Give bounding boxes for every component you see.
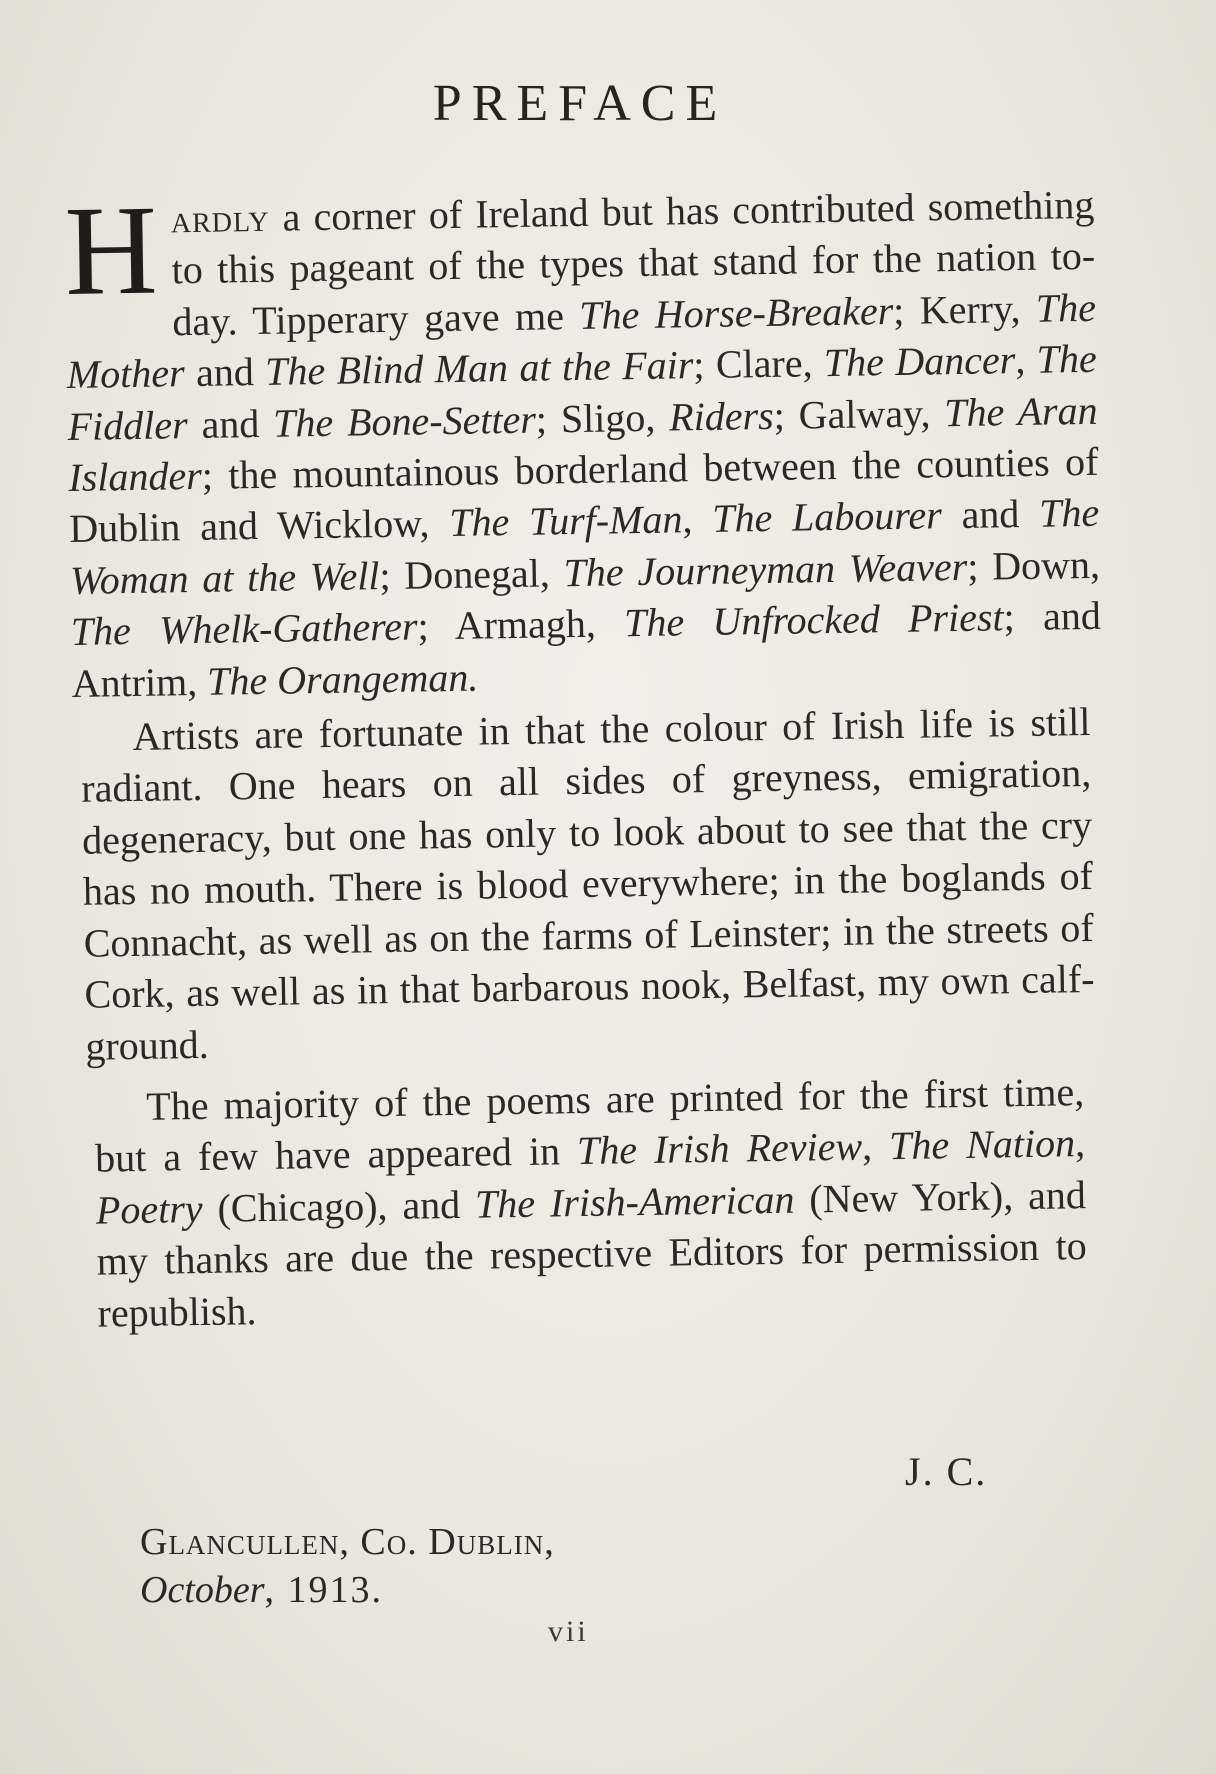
text-run: ,	[1014, 336, 1038, 383]
text-run: and	[184, 349, 266, 396]
poem-title: The Aran Islander	[68, 387, 1098, 500]
text-run: ,	[1074, 1120, 1086, 1166]
date-line	[140, 1568, 383, 1612]
author-initials: J. C.	[905, 1449, 988, 1494]
page-number: vii	[548, 1615, 589, 1648]
text-run: ; Down,	[966, 541, 1101, 589]
text-run: ,	[682, 496, 713, 542]
publication-title: The Irish Review	[576, 1123, 863, 1174]
text-run: ; Armagh,	[417, 600, 625, 649]
poem-title: The Orangeman.	[206, 654, 479, 704]
text-run: (New York), and my thanks are due the respective Editors for permission to republish.	[96, 1171, 1087, 1336]
poem-title: The Bone-Setter	[272, 396, 537, 446]
text-run: ; Donegal,	[379, 550, 564, 598]
poem-title: The Blind Man at the Fair	[264, 342, 694, 395]
poem-title: The Mother	[66, 284, 1097, 398]
text-run: a corner of Ireland but has contributed something to this pageant of the types that stand for the nation to-day. Tipperary gave me	[171, 181, 1096, 345]
poem-title: The Unfrocked Priest	[623, 594, 1004, 646]
place-name: Glancullen, Co. Dublin,	[140, 1521, 555, 1563]
text-run: ; Sligo,	[535, 394, 670, 442]
text-run: The majority of the poems are printed for the first time, but a few have appeared in	[94, 1068, 1085, 1181]
date-year: , 1913.	[264, 1569, 384, 1611]
text-run: (Chicago), and	[202, 1181, 476, 1231]
text-run: ; and Antrim,	[71, 593, 1102, 706]
text-run: ; Galway,	[773, 389, 945, 438]
poem-title: The Journeyman Weaver	[563, 543, 968, 596]
publication-title: Poetry	[95, 1185, 203, 1233]
text-run: ,	[861, 1123, 890, 1169]
poem-title: The Turf-Man	[448, 496, 683, 546]
text-run: ; Clare,	[692, 340, 825, 388]
page-title: PREFACE	[432, 75, 728, 132]
paragraph-3	[94, 1066, 1088, 1339]
lead-in-small-caps: ardly	[170, 194, 270, 242]
date-month: October	[140, 1569, 265, 1611]
poem-title: The Whelk-Gatherer	[70, 603, 418, 655]
drop-cap: H	[63, 178, 159, 322]
poem-title: The Dancer	[823, 337, 1016, 386]
preface-body	[64, 179, 1112, 1339]
text-run: ; Kerry,	[892, 285, 1037, 333]
poem-title: Riders	[668, 392, 774, 440]
paragraph-1	[64, 179, 1102, 709]
place-line	[140, 1520, 555, 1564]
text-run: and	[187, 400, 274, 447]
text-run: ; the mountainous borderland between the counties of Dublin and Wicklow,	[68, 438, 1099, 552]
poem-title: The Horse-Breaker	[578, 287, 894, 338]
poem-title: The Fiddler	[67, 336, 1098, 449]
publication-title: The Nation	[888, 1120, 1076, 1169]
publication-title: The Irish-American	[474, 1176, 795, 1227]
poem-title: The Labourer	[711, 492, 943, 542]
poem-title: The Woman at the Well	[69, 490, 1100, 603]
paragraph-2: Artists are fortunate in that the colour of Irish life is still radiant. One hears on all sides of greyness, emigration, degeneracy, but one has only to look about to see that the cry has no mouth. There is blood everywhere; in the boglands of Connacht, as well as on the farms of Leinster; in the streets of Cork, as well as in that barbarous nook, Belfast, my own calf-ground.	[80, 699, 1095, 1069]
text-run: and	[941, 491, 1040, 538]
